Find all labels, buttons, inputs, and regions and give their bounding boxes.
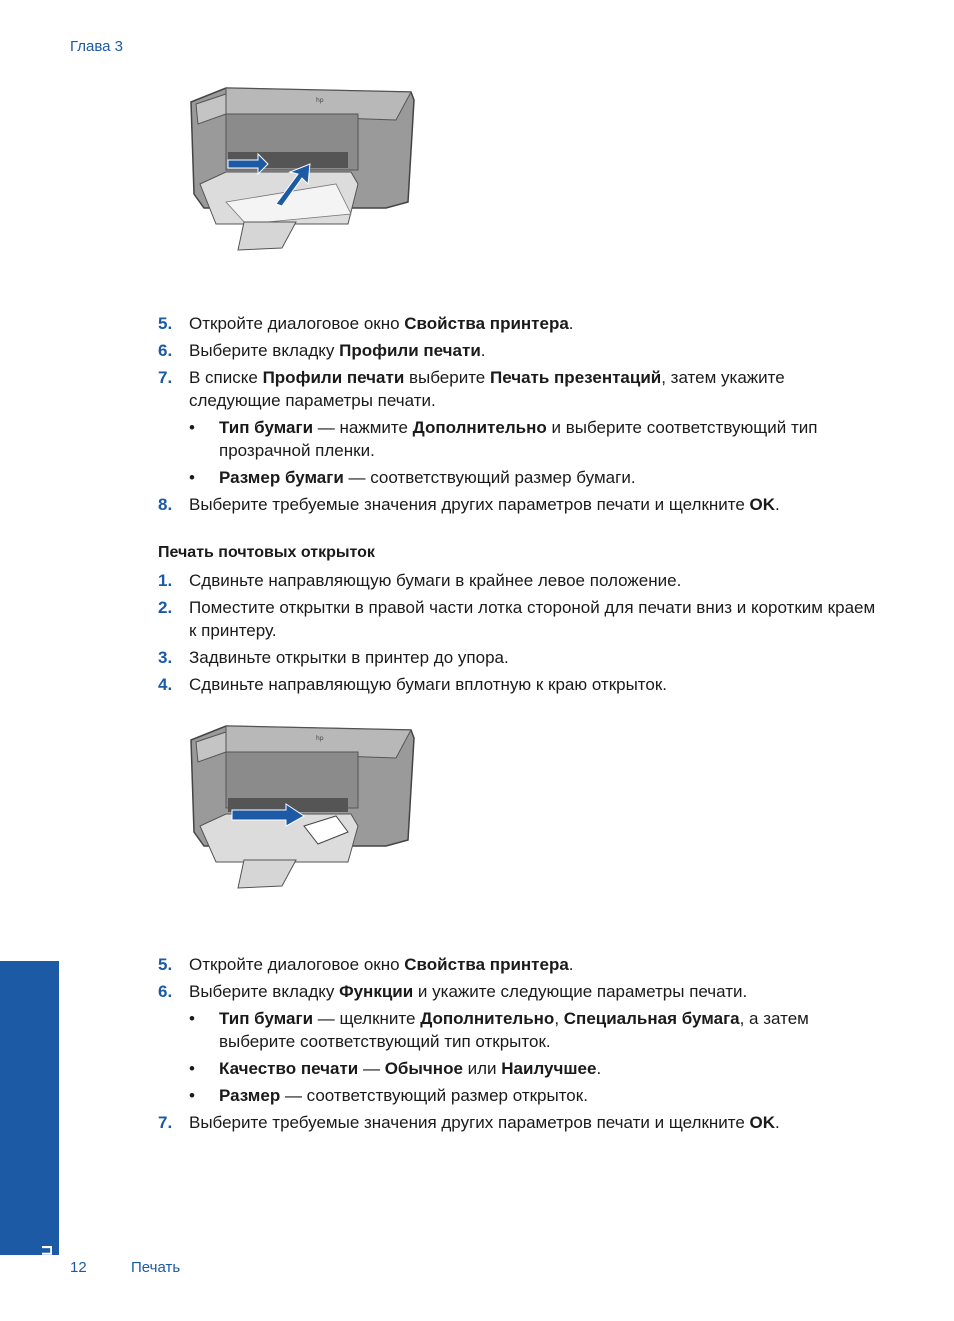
text-run: Откройте диалоговое окно [189, 314, 405, 333]
item-text [189, 648, 509, 667]
text-run: Выберите вкладку [189, 982, 340, 1001]
text-run: . [568, 314, 574, 333]
emphasis-text: Тип бумаги [219, 1009, 314, 1028]
text-run: и укажите следующие параметры печати. [413, 982, 748, 1001]
text-run: Откройте диалоговое окно [189, 955, 405, 974]
steps-postcards [158, 541, 878, 700]
side-section-tab [0, 961, 59, 1298]
svg-text:hp: hp [316, 735, 324, 742]
item-text [219, 1059, 601, 1078]
text-run: Сдвиньте направляющую бумаги вплотную к краю открыток. [189, 675, 668, 694]
item-text [219, 1009, 809, 1051]
text-run: Поместите открытки в правой части лотка стороной для печати вниз и коротким краем к принтеру. [189, 598, 876, 640]
text-run: Задвиньте открытки в принтер до упора. [189, 648, 509, 667]
text-run: . [480, 341, 486, 360]
text-run: — соответствующий размер бумаги. [343, 468, 636, 487]
list-item: 5. Откройте диалоговое окно Свойства принтера. [158, 314, 574, 333]
bullet-item: • Качество печати — Обычное или Наилучшее. [189, 1059, 602, 1078]
emphasis-text: Наилучшее [501, 1059, 597, 1078]
emphasis-text: Качество печати [219, 1059, 359, 1078]
item-text [189, 341, 486, 360]
list-item: 7. Выберите требуемые значения других параметров печати и щелкните OK. [158, 1113, 780, 1132]
list-item: 4. Сдвиньте направляющую бумаги вплотную к краю открыток. [158, 675, 668, 694]
emphasis-text: Размер бумаги [219, 468, 344, 487]
bullet-item: • Размер — соответствующий размер открыток. [189, 1086, 588, 1105]
section-heading: Печать почтовых открыток [158, 544, 375, 561]
emphasis-text: Дополнительно [420, 1009, 555, 1028]
emphasis-text: OK [749, 495, 776, 514]
printer-illustration-postcards [186, 722, 416, 894]
text-run: Выберите требуемые значения других параметров печати и щелкните [189, 1113, 750, 1132]
side-tab-label: Печать [37, 1245, 55, 1298]
text-run: Выберите требуемые значения других параметров печати и щелкните [189, 495, 750, 514]
item-text [189, 598, 875, 640]
emphasis-text: OK [749, 1113, 776, 1132]
footer-section: Печать [131, 1259, 181, 1276]
text-run: и выберите соответствующий тип прозрачной пленки. [219, 418, 818, 460]
list-item: 8. Выберите требуемые значения других параметров печати и щелкните OK. [158, 495, 780, 514]
steps-postcard-settings [158, 953, 878, 1138]
item-text [219, 418, 817, 460]
text-run: , [554, 1009, 564, 1028]
text-run: . [775, 1113, 780, 1132]
svg-text:hp: hp [316, 97, 324, 104]
item-text [219, 1086, 588, 1105]
emphasis-text: Специальная бумага [563, 1009, 740, 1028]
emphasis-text: Свойства принтера [404, 955, 569, 974]
item-text [189, 1113, 780, 1132]
emphasis-text: Печать презентаций [489, 368, 662, 387]
text-run: — соответствующий размер открыток. [280, 1086, 588, 1105]
item-text [189, 571, 681, 590]
text-run: В списке [189, 368, 263, 387]
item-text [189, 955, 574, 974]
item-text [189, 495, 780, 514]
list-item: 6. Выберите вкладку Функции и укажите следующие параметры печати. [158, 982, 748, 1001]
list-item: 6. Выберите вкладку Профили печати. [158, 341, 486, 360]
text-run: Сдвиньте направляющую бумаги в крайнее левое положение. [189, 571, 682, 590]
bullet-item: • Тип бумаги — щелкните Дополнительно, Специальная бумага, а затем выберите соответствующий тип открыток. [189, 1009, 809, 1051]
text-run: . [568, 955, 574, 974]
text-run: — нажмите [313, 418, 413, 437]
emphasis-text: Дополнительно [412, 418, 547, 437]
list-item: 5. Откройте диалоговое окно Свойства принтера. [158, 955, 574, 974]
text-run: — щелкните [313, 1009, 421, 1028]
steps-transparency [158, 312, 878, 520]
item-text [219, 468, 636, 487]
emphasis-text: Профили печати [339, 341, 481, 360]
text-run: выберите [404, 368, 490, 387]
text-run: — [358, 1059, 385, 1078]
text-run: или [462, 1059, 502, 1078]
list-item: 1. Сдвиньте направляющую бумаги в крайнее левое положение. [158, 571, 682, 590]
text-run: , затем укажите следующие параметры печати. [189, 368, 785, 410]
text-run: , а затем выберите соответствующий тип открыток. [219, 1009, 809, 1051]
bullet-item: • Размер бумаги — соответствующий размер бумаги. [189, 468, 636, 487]
item-text [189, 675, 667, 694]
emphasis-text: Обычное [384, 1059, 463, 1078]
text-run: . [596, 1059, 602, 1078]
printer-illustration-transparencies [186, 84, 416, 256]
item-text [189, 368, 785, 410]
list-item: 3. Задвиньте открытки в принтер до упора. [158, 648, 509, 667]
item-text [189, 314, 574, 333]
chapter-label: Глава 3 [70, 38, 124, 55]
bullet-item: • Тип бумаги — нажмите Дополнительно и выберите соответствующий тип прозрачной пленки. [189, 418, 818, 460]
emphasis-text: Тип бумаги [219, 418, 314, 437]
text-run: . [775, 495, 780, 514]
emphasis-text: Профили печати [262, 368, 405, 387]
emphasis-text: Свойства принтера [404, 314, 569, 333]
page-number: 12 [70, 1259, 87, 1276]
list-item: 2. Поместите открытки в правой части лотка стороной для печати вниз и коротким краем к принтеру. [158, 598, 876, 640]
text-run: Выберите вкладку [189, 341, 340, 360]
emphasis-text: Размер [219, 1086, 281, 1105]
emphasis-text: Функции [339, 982, 414, 1001]
item-text [189, 982, 747, 1001]
list-item: 7. В списке Профили печати выберите Печать презентаций, затем укажите следующие параметры печати. [158, 368, 785, 410]
